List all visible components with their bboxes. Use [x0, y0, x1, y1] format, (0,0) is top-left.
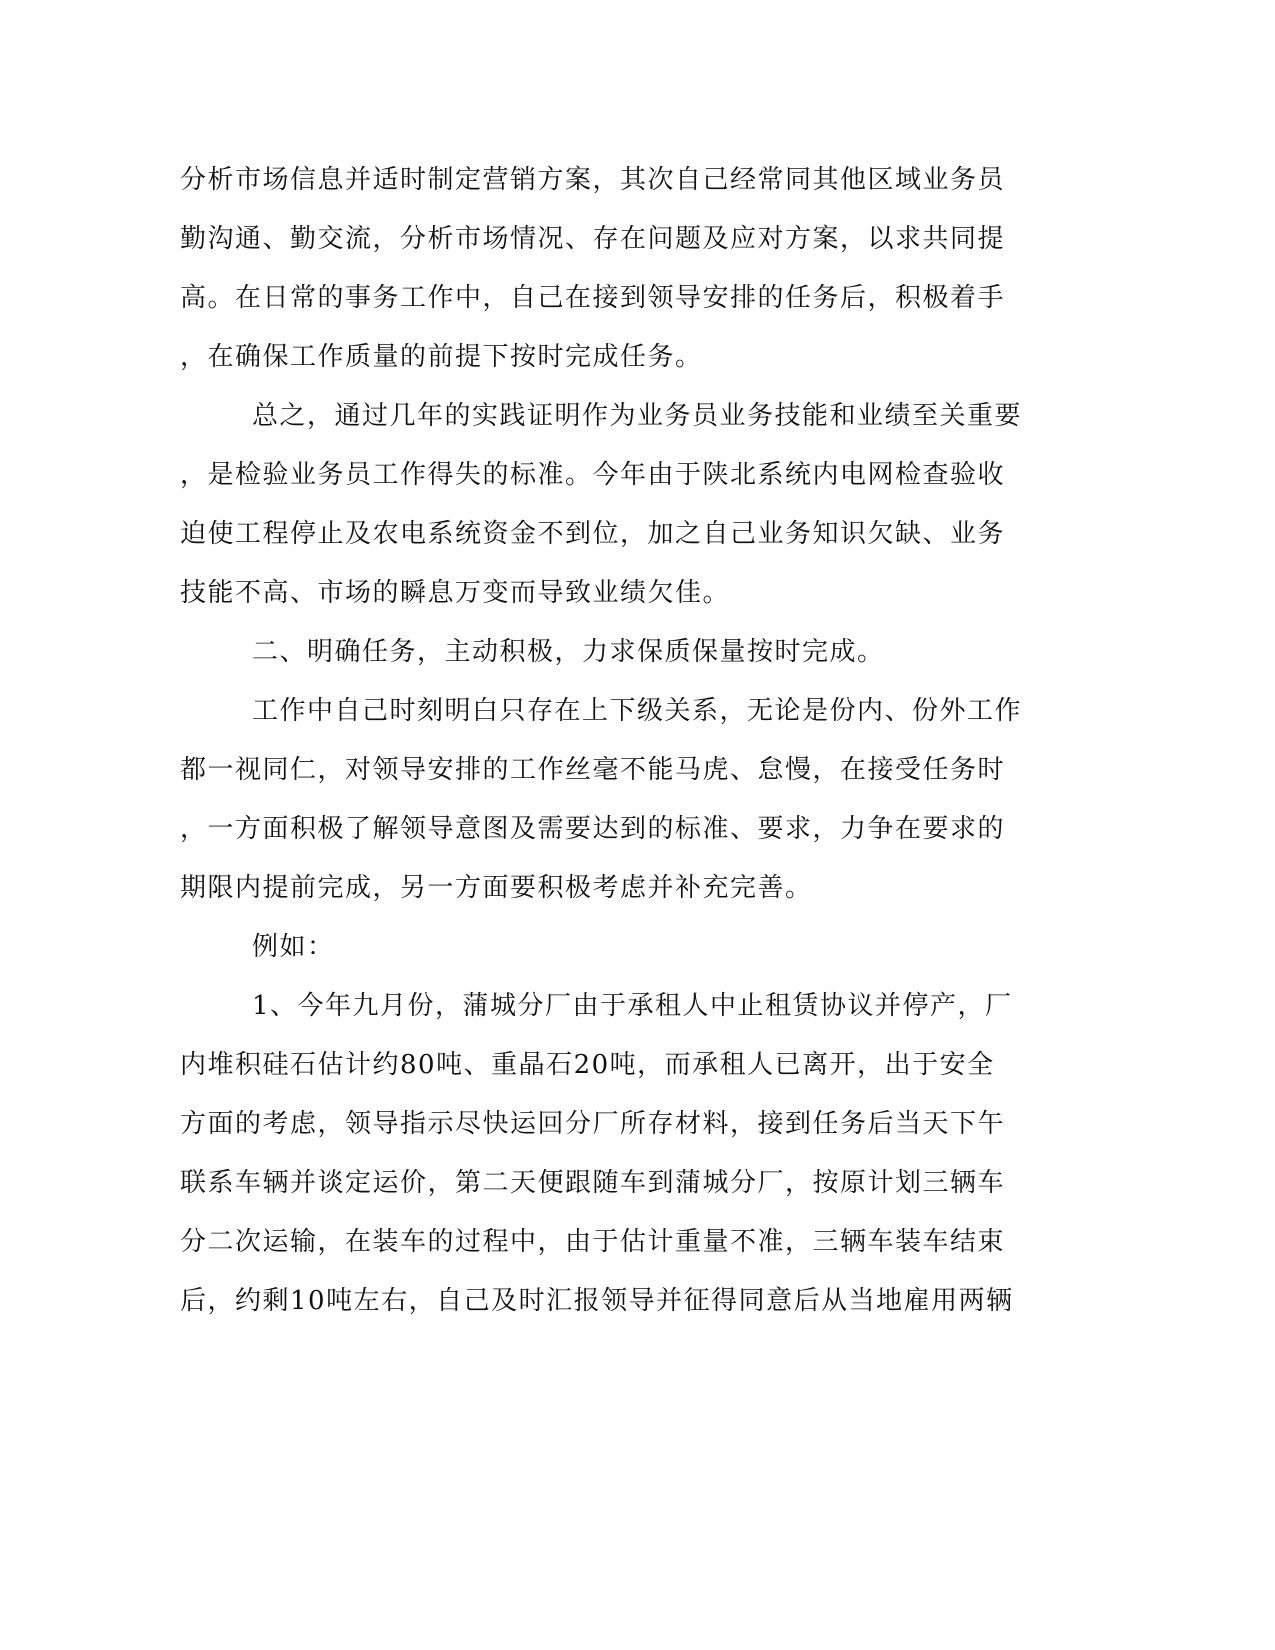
text-line: 分析市场信息并适时制定营销方案，其次自己经常同其他区域业务员: [180, 165, 1006, 195]
text-line: 期限内提前完成，另一方面要积极考虑并补充完善。: [180, 873, 813, 903]
text-line: 联系车辆并谈定运价，第二天便跟随车到蒲城分厂，按原计划三辆车: [180, 1168, 1006, 1198]
text-line: ，在确保工作质量的前提下按时完成任务。: [180, 342, 703, 372]
text-line: 内堆积硅石估计约80吨、重晶石20吨，而承租人已离开，出于安全: [180, 1050, 995, 1080]
text-line: ，一方面积极了解领导意图及需要达到的标准、要求，力争在要求的: [180, 814, 1006, 844]
text-line: 高。在日常的事务工作中，自己在接到领导安排的任务后，积极着手: [180, 283, 1006, 313]
text-line: 工作中自己时刻明白只存在上下级关系，无论是份内、份外工作: [252, 696, 1023, 726]
text-line: 1、今年九月份，蒲城分厂由于承租人中止租赁协议并停产，厂: [252, 991, 1013, 1021]
text-line: 例如：: [252, 932, 335, 962]
section-heading: 二、明确任务，主动积极，力求保质保量按时完成。: [252, 637, 885, 667]
text-line: 迫使工程停止及农电系统资金不到位，加之自己业务知识欠缺、业务: [180, 519, 1006, 549]
text-line: ，是检验业务员工作得失的标准。今年由于陕北系统内电网检查验收: [180, 460, 1006, 490]
text-line: 分二次运输，在装车的过程中，由于估计重量不准，三辆车装车结束: [180, 1227, 1006, 1257]
text-line: 后，约剩10吨左右，自己及时汇报领导并征得同意后从当地雇用两辆: [180, 1286, 1014, 1316]
text-line: 都一视同仁，对领导安排的工作丝毫不能马虎、怠慢，在接受任务时: [180, 755, 1006, 785]
text-line: 勤沟通、勤交流，分析市场情况、存在问题及应对方案，以求共同提: [180, 224, 1006, 254]
text-line: 总之，通过几年的实践证明作为业务员业务技能和业绩至关重要: [252, 401, 1023, 431]
text-line: 方面的考虑，领导指示尽快运回分厂所存材料，接到任务后当天下午: [180, 1109, 1006, 1139]
text-line: 技能不高、市场的瞬息万变而导致业绩欠佳。: [180, 578, 731, 608]
